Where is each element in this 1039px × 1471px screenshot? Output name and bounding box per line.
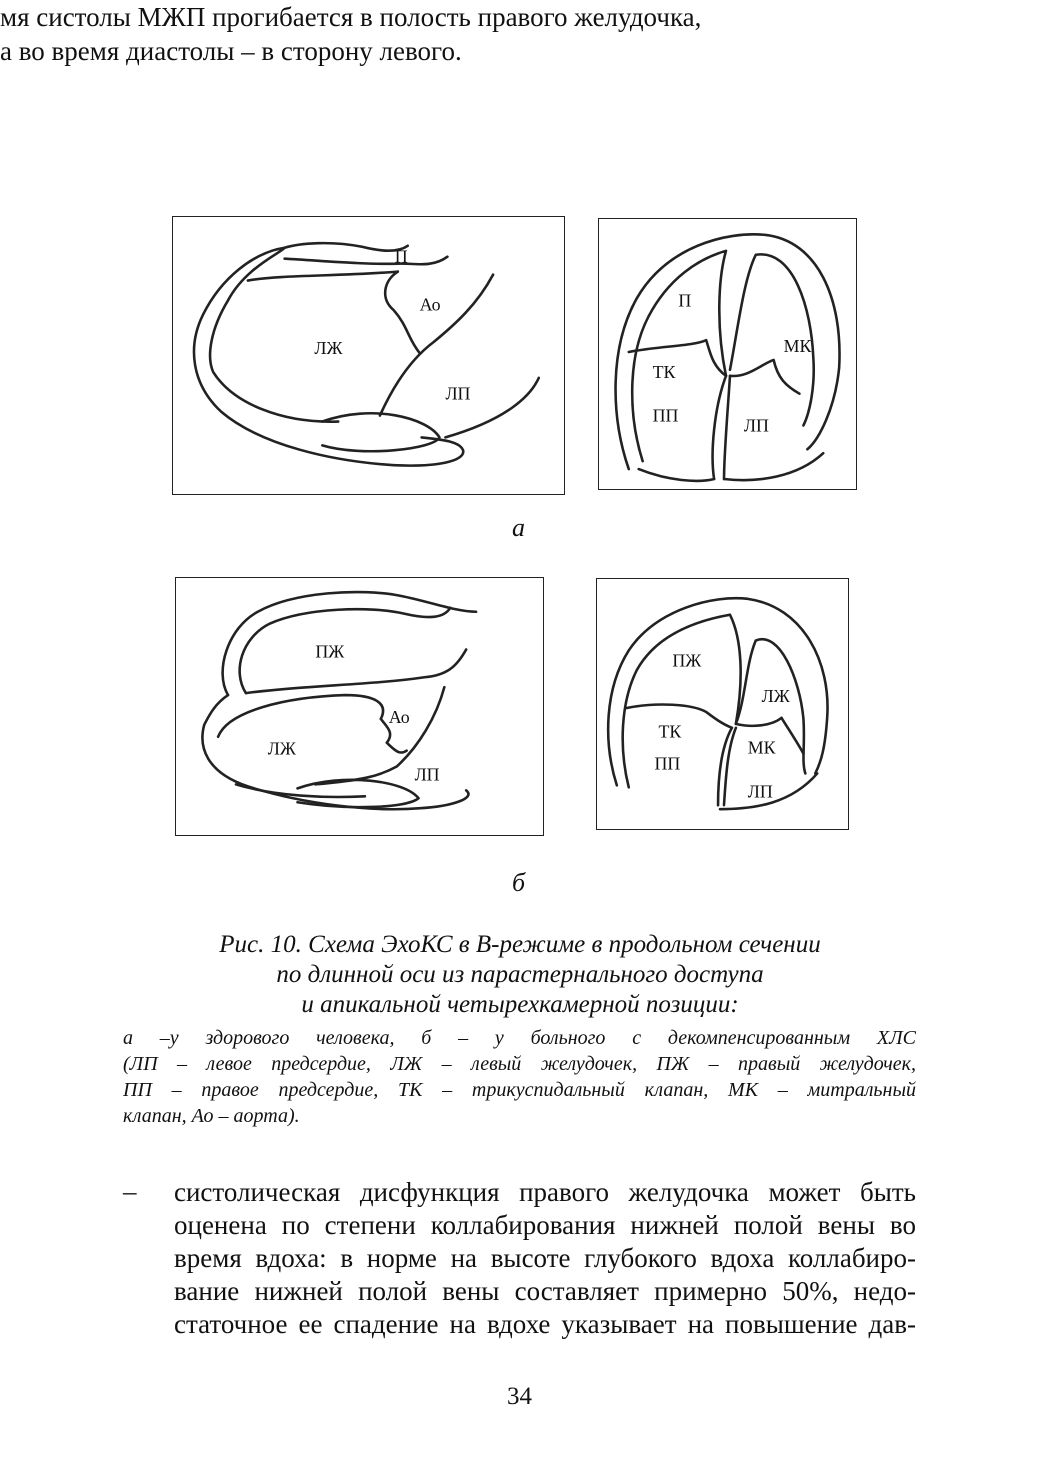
- label-lzh: ЛЖ: [314, 338, 343, 359]
- caption-title-line: по длинной оси из парастернального доступа: [276, 961, 764, 988]
- caption-legend-line: (ЛП – левое предсердие, ЛЖ – левый желудочек, ПЖ – правый желудочек,: [123, 1053, 916, 1075]
- bullet-line: вание нижней полой вены составляет примерно 50%, недо-: [174, 1276, 916, 1306]
- page-number: 34: [507, 1383, 532, 1410]
- label-pp: ПП: [654, 753, 681, 774]
- label-lzh: ЛЖ: [267, 738, 296, 759]
- figure-a-long-axis: [172, 216, 565, 495]
- bullet-paragraph: [174, 1176, 916, 1341]
- figure-b-four-chamber: [596, 578, 849, 830]
- caption-title-line: Рис. 10. Схема ЭхоКС в В-режиме в продольном сечении: [219, 931, 821, 958]
- caption-legend-line: а –у здорового человека, б – у больного с декомпенсированным ХЛС: [123, 1027, 916, 1049]
- figure-caption-title: [120, 930, 920, 1020]
- top-paragraph-line: мя систолы МЖП прогибается в полость правого желудочка,: [0, 2, 702, 32]
- label-pzh: ПЖ: [672, 650, 702, 671]
- figure-b-sublabel: б: [512, 868, 526, 897]
- bullet-line: оценена по степени коллабирования нижней полой вены во: [174, 1210, 916, 1240]
- figure-a-sublabel: а: [512, 513, 525, 542]
- caption-legend-line: ПП – правое предсердие, ТК – трикуспидальный клапан, МК – митральный: [123, 1079, 916, 1101]
- figure-b-long-axis: [175, 577, 544, 836]
- label-pzh: ПЖ: [315, 641, 345, 662]
- label-lp: ЛП: [414, 764, 440, 785]
- caption-title-line: и апикальной четырехкамерной позиции:: [301, 991, 739, 1018]
- label-lp: ЛП: [445, 383, 471, 404]
- figure-caption-legend: [123, 1025, 916, 1129]
- figure-a-four-chamber: [598, 218, 857, 490]
- top-paragraph-line: а во время диастолы – в сторону левого.: [0, 36, 462, 66]
- label-lp: ЛП: [743, 415, 769, 436]
- label-lzh: ЛЖ: [761, 686, 790, 707]
- label-p: П: [678, 290, 692, 311]
- label-tk: ТК: [652, 361, 676, 382]
- label-lp: ЛП: [747, 781, 773, 802]
- label-mk: МК: [783, 336, 812, 357]
- label-p: П: [394, 246, 408, 267]
- top-paragraph: [0, 0, 742, 68]
- label-ao: Ао: [419, 294, 441, 315]
- caption-legend-line: клапан, Ао – аорта).: [123, 1105, 300, 1127]
- label-ao: Ао: [388, 706, 410, 727]
- bullet-dash: –: [123, 1176, 137, 1206]
- label-tk: ТК: [658, 721, 682, 742]
- label-pp: ПП: [652, 405, 679, 426]
- bullet-line: статочное ее спадение на вдохе указывает на повышение дав-: [174, 1309, 916, 1339]
- label-mk: МК: [747, 737, 776, 758]
- bullet-line: время вдоха: в норме на высоте глубокого вдоха коллабиро-: [174, 1243, 916, 1273]
- bullet-line: систолическая дисфункция правого желудочка может быть: [174, 1177, 916, 1207]
